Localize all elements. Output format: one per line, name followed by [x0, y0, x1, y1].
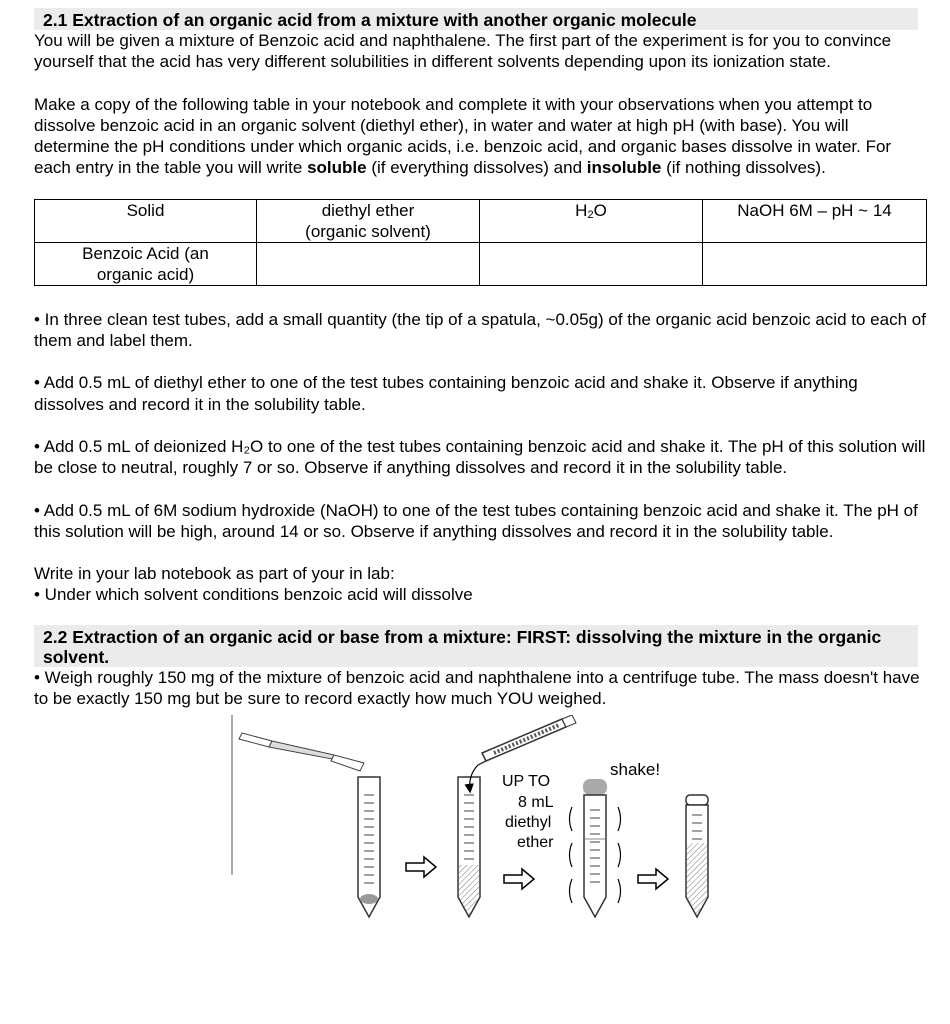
label-ml: 8 mL: [518, 794, 554, 812]
bullet-diethyl-ether: • Add 0.5 mL of diethyl ether to one of the test tubes containing benzoic acid and shake it. Observe if anything dissolves and record it in the solubility table.: [34, 373, 858, 414]
capped-tube-shaking-icon: [570, 779, 621, 917]
right-arrow-2-icon: [504, 869, 534, 889]
header-water: $H_2O$: [480, 199, 703, 242]
soluble-term: soluble: [307, 158, 367, 178]
cell-benzoic-acid: Benzoic Acid (an organic acid): [35, 242, 257, 285]
right-arrow-1-icon: [406, 857, 436, 877]
spatula-icon: [232, 715, 364, 875]
solubility-table: [34, 199, 927, 286]
procedure-diagram: [34, 715, 926, 935]
label-diethyl: diethyl: [505, 814, 552, 832]
cell-ether-empty: [257, 242, 480, 285]
cell-water-empty: [480, 242, 703, 285]
notebook-bullet: • Under which solvent conditions benzoic acid will dissolve: [34, 585, 473, 605]
centrifuge-tube-1-icon: [358, 777, 380, 917]
right-arrow-3-icon: [638, 869, 668, 889]
cell-naoh-empty: [703, 242, 927, 285]
capped-tube-dissolved-icon: [686, 795, 708, 917]
section-heading-2-2: 2.2 Extraction of an organic acid or base from a mixture: FIRST: dissolving the mixture in the organic solvent.: [34, 625, 918, 667]
header-naoh: NaOH 6M – pH ~ 14: [703, 199, 927, 242]
procedure-figure: [34, 715, 926, 935]
centrifuge-tube-2-icon: [458, 777, 480, 917]
label-upto: UP TO: [502, 773, 551, 791]
document-page: [34, 8, 926, 935]
bullet-naoh: • Add 0.5 mL of 6M sodium hydroxide (NaOH) to one of the test tubes containing benzoic acid and shake it. The pH of this solution will be high, around 14 or so. Observe if anything dissolves and record it in the solubility table.: [34, 500, 918, 541]
label-shake: shake!: [610, 760, 661, 780]
table-instructions-paragraph: Make a copy of the following table in your notebook and complete it with your observations when you attempt to dissolve benzoic acid in an organic solvent (diethyl ether), in water and water at high pH (with base). You will determine the pH conditions under which organic acids, i.e. benzoic acid, and organic bases dissolve in water. For each entry in the table you will write soluble (if everything dissolves) and insoluble (if nothing dissolves).: [34, 94, 892, 178]
weigh-bullet: • Weigh roughly 150 mg of the mixture of benzoic acid and naphthalene into a centrifuge tube. The mass doesn't have to be exactly 150 mg but be sure to record exactly how much YOU weighed.: [34, 667, 920, 709]
table-header-row: [35, 199, 927, 242]
header-solid: Solid: [35, 199, 257, 242]
section-heading-2-1: 2.1 Extraction of an organic acid from a mixture with another organic molecule: [34, 8, 918, 30]
notebook-instruction: Write in your lab notebook as part of your in lab:: [34, 564, 395, 584]
label-ether: ether: [517, 834, 554, 852]
table-row-benzoic-acid: [35, 242, 927, 285]
insoluble-term: insoluble: [586, 158, 662, 178]
bullet-water: • Add 0.5 mL of deionized H₂O to one of the test tubes containing benzoic acid and shake it. The pH of this solution will be close to neutral, roughly 7 or so. Observe if anything dissolves and record it in the solubility table.: [34, 436, 926, 478]
bullet-test-tubes: • In three clean test tubes, add a small quantity (the tip of a spatula, ~0.05g) of the organic acid benzoic acid to each of them and label them.: [34, 309, 926, 351]
intro-paragraph: You will be given a mixture of Benzoic acid and naphthalene. The first part of the experiment is for you to convince yourself that the acid has very different solubilities in different solvents depending upon its ionization state.: [34, 31, 892, 72]
header-diethyl-ether: diethyl ether (organic solvent): [257, 199, 480, 242]
